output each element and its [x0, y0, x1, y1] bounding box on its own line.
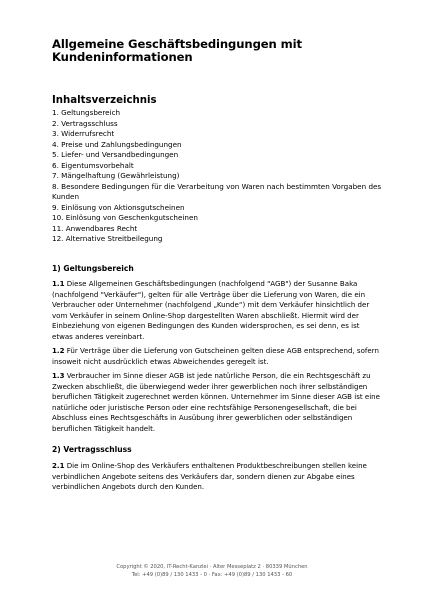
table-of-contents	[52, 95, 382, 245]
toc-item: 10. Einlösung von Geschenkgutscheinen	[52, 213, 198, 222]
paragraph	[52, 279, 382, 343]
toc-heading: Inhaltsverzeichnis	[52, 95, 157, 106]
toc-item: 6. Eigentumsvorbehalt	[52, 160, 134, 170]
paragraph-text: Die im Online-Shop des Verkäufers enthaltenen Produktbeschreibungen stellen keine verbindlichen Angebote seitens des Verkäufers dar, sondern dienen zur Abgabe eines verbindlichen Angebots durch den Kunden.	[52, 461, 367, 492]
toc-item: 7. Mängelhaftung (Gewährleistung)	[52, 171, 180, 180]
paragraph	[52, 346, 382, 367]
footer-copyright: Copyright © 2020, IT-Recht-Kanzlei · Alter Messeplatz 2 · 80339 München	[116, 564, 308, 570]
paragraph-text: Verbraucher im Sinne dieser AGB ist jede natürliche Person, die ein Rechtsgeschäft zu Zwecken abschließt, die überwiegend weder ihrer gewerblichen noch ihrer selbständigen beruflichen Tätigkeit zugerechnet werden können. Unternehmer im Sinne dieser AGB ist eine natürliche oder juristische Person oder eine rechtsfähige Personengesellschaft, die bei Abschluss eines Rechtsgeschäfts in Ausübung ihrer gewerblichen oder selbständigen beruflichen Tätigkeit handelt.	[52, 371, 380, 433]
paragraph	[52, 371, 382, 435]
toc-item: 8. Besondere Bedingungen für die Verarbeitung von Waren nach bestimmten Vorgaben des Kunden	[52, 181, 382, 201]
document-title: Allgemeine Geschäftsbedingungen mit Kundeninformationen	[52, 37, 302, 64]
toc-item: 9. Einlösung von Aktionsgutscheinen	[52, 202, 185, 212]
paragraph-text: Diese Allgemeinen Geschäftsbedingungen (nachfolgend "AGB") der Susanne Baka (nachfolgend "Verkäufer"), gelten für alle Verträge über die Lieferung von Waren, die ein Verbraucher oder Unternehmer (nachfolgend „Kunde“) mit dem Verkäufer hinsichtlich der vom Verkäufer in seinem Online-Shop dargestellten Waren abschließt. Hiermit wird der Einbeziehung von eigenen Bedingungen des Kunden widersprochen, es sei denn, es ist etwas anderes vereinbart.	[52, 279, 370, 341]
section-heading: 1) Geltungsbereich	[52, 264, 134, 273]
paragraph-number: 1.2	[52, 346, 65, 355]
paragraph	[52, 461, 382, 493]
toc-item: 1. Geltungsbereich	[52, 108, 121, 117]
paragraph-text: Für Verträge über die Lieferung von Gutscheinen gelten diese AGB entsprechend, sofern insoweit nicht ausdrücklich etwas Abweichendes geregelt ist.	[52, 346, 379, 366]
toc-item: 12. Alternative Streitbeilegung	[52, 234, 163, 243]
paragraph-number: 1.3	[52, 371, 65, 380]
toc-item: 11. Anwendbares Recht	[52, 223, 138, 233]
toc-item: 5. Liefer- und Versandbedingungen	[52, 150, 179, 159]
toc-item: 2. Vertragsschluss	[52, 118, 118, 128]
section-heading: 2) Vertragsschluss	[52, 445, 132, 454]
toc-item: 4. Preise und Zahlungsbedingungen	[52, 139, 182, 149]
toc-item: 3. Widerrufsrecht	[52, 129, 115, 138]
paragraph-number: 2.1	[52, 461, 65, 470]
footer-contact: Tel: +49 (0)89 / 130 1433 - 0 · Fax: +49 (0)89 / 130 1433 - 60	[131, 572, 293, 578]
paragraph-number: 1.1	[52, 279, 65, 288]
